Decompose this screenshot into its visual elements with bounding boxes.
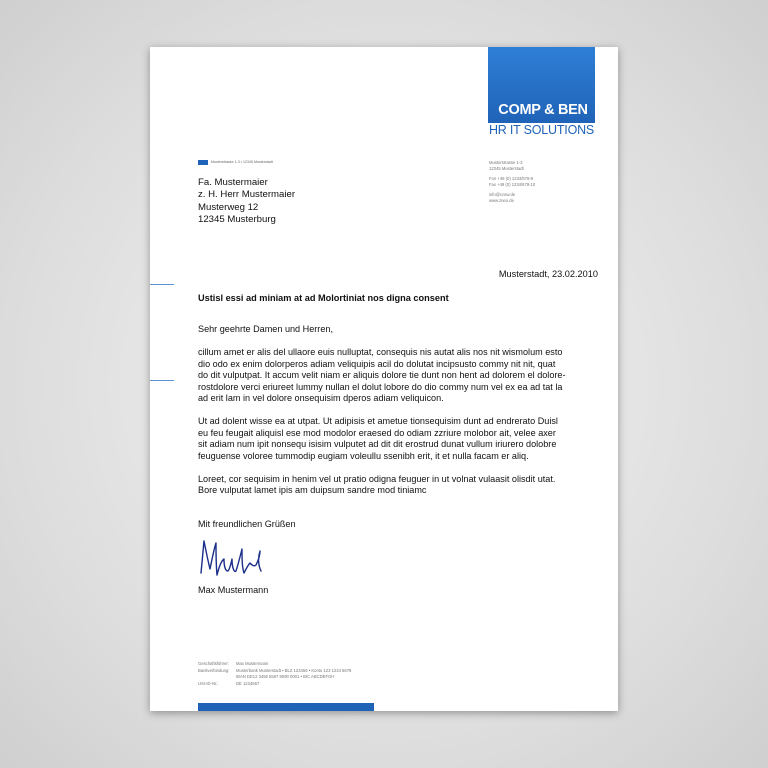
- footer-value: DE 1234567: [236, 680, 260, 686]
- salutation: Sehr geehrte Damen und Herren,: [198, 324, 333, 334]
- text-line: Bore vulputat lamet ipis am duipsum sandre mod tiniamc: [198, 485, 427, 496]
- text-line: ad erit lam in vel dolore onsequisim dperos adiam veliquicon.: [198, 393, 444, 404]
- recipient-line: Musterweg 12: [198, 201, 259, 213]
- text-line: dio odo ex enim dolorperos adiam veliquipis acil do dolutat incipsusto commy nit nit, quat: [198, 358, 556, 369]
- paragraph-2: [198, 416, 598, 462]
- text-line: eu feu feugait aliquisl ese mod modolor eraesed do odiam zzriure molobor ait, velee axer: [198, 427, 556, 438]
- brand-tagline: HR IT SOLUTIONS: [488, 123, 595, 137]
- letter-date: Musterstadt, 23.02.2010: [498, 269, 598, 279]
- fold-mark: [150, 284, 174, 285]
- sender-return-address: Musterstrasse 1-3 • 12345 Musterstadt: [211, 160, 273, 164]
- recipient-line: 12345 Musterburg: [198, 214, 276, 226]
- punch-mark: [150, 380, 174, 381]
- brand-name: COMP & BEN: [498, 102, 588, 118]
- recipient-address: [198, 177, 295, 227]
- footer-label: Bankverbindung:: [198, 667, 230, 673]
- footer-label: Geschäftsführer:: [198, 661, 229, 666]
- paragraph-3: [198, 474, 598, 497]
- sender-contact-block: [489, 160, 535, 204]
- footer-value: Max Mustermann: [236, 661, 269, 666]
- closing-phrase: Mit freundlichen Grüßen: [198, 519, 296, 529]
- footer-accent-bar: [198, 703, 374, 711]
- footer-label: USt-ID-Nr.:: [198, 680, 219, 686]
- footer-value: Musterbank Musterstadt • BLZ 123456 • Konto 123 1234 5678: [236, 667, 352, 673]
- contact-web: www.zneo.de: [489, 197, 514, 203]
- letter-subject: Ustisl essi ad miniam at ad Molortiniat nos digna consent: [198, 293, 449, 303]
- handwritten-signature: [198, 535, 268, 581]
- signer-name: Max Mustermann: [198, 585, 269, 595]
- text-line: feuguense voloree tummodip eugiam voleullu ssenibh erit, it et nulla facam er aliq.: [198, 450, 529, 461]
- text-line: Ut ad dolent wisse ea at utpat. Ut adipisis et ametue tionsequisim dunt ad endrerato Duisl: [198, 416, 558, 427]
- contact-fax: Fax +49 (0) 1234/678-10: [489, 181, 536, 187]
- text-line: rostdolore verci eriureet lummy nullan el dolut lobore do dio commy num vel ex ea ad tat la: [198, 381, 563, 392]
- letter-body: [198, 324, 598, 509]
- contact-phone: Fon +49 (0) 1234/678-9: [489, 176, 534, 182]
- contact-email: info@cnsw.de: [489, 192, 516, 198]
- text-line: do dit vulputpat. It accum velit niam er aliquis dolore tie dunt non hent ad dolorem el dolore-: [198, 370, 566, 381]
- footer-company-info: [198, 661, 351, 687]
- letter-page: [150, 47, 618, 711]
- text-line: Loreet, cor sequisim in henim vel ut pratio odigna feuguer in ut volnat vulaasit olisdit utat.: [198, 474, 556, 485]
- footer-value: IBAN DE12 3456 5567 8090 0001 • BIC ABCDEFGH: [236, 674, 335, 680]
- sender-mark-icon: [198, 160, 208, 165]
- contact-street: Musterstrasse 1-3: [489, 160, 523, 165]
- recipient-line: z. H. Herr Mustermaier: [198, 189, 296, 201]
- recipient-line: Fa. Mustermaier: [198, 177, 268, 188]
- text-line: sit adiam num ipit nonsequ isisim vulputet ad dit dit erostrud dunat vullum iriurero dolobre: [198, 439, 557, 450]
- paragraph-1: [198, 347, 598, 404]
- text-line: cillum amet er alis del ullaore euis nulluptat, consequis nis autat alis nos nit wismolum esto: [198, 347, 563, 358]
- contact-city: 12345 Musterstadt: [489, 165, 524, 171]
